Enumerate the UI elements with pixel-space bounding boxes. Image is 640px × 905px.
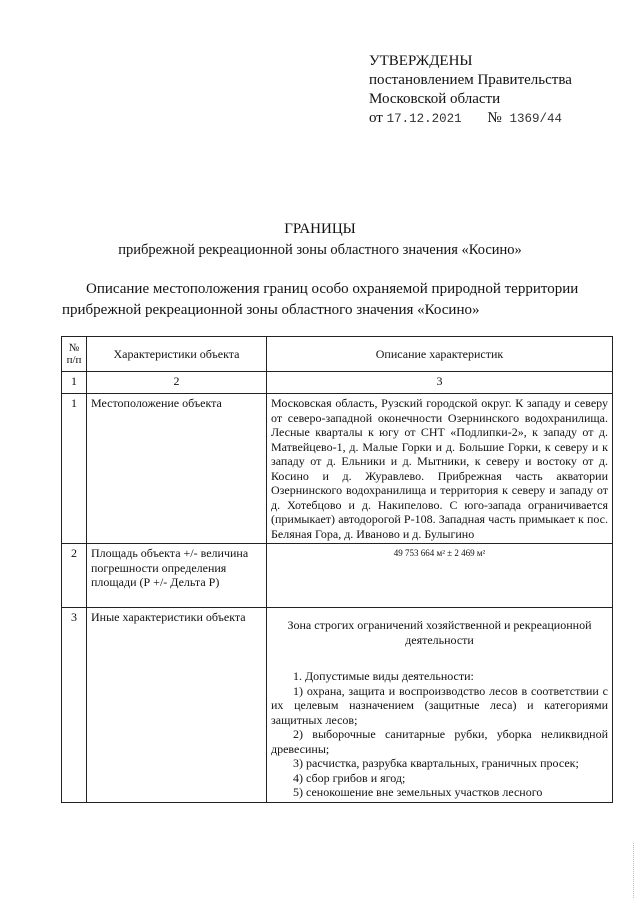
row-number: 1	[62, 394, 87, 544]
approval-date-line	[369, 109, 572, 129]
header-description: Описание характеристик	[267, 337, 613, 372]
list-item: 4) сбор грибов и ягод;	[293, 770, 406, 785]
approval-block	[369, 52, 572, 129]
document-subtitle: прибрежной рекреационной зоны областного значения «Косино»	[118, 242, 522, 258]
approval-line-decree: постановлением Правительства	[369, 72, 572, 88]
date-prefix: от	[369, 110, 383, 126]
scan-edge-marks	[633, 843, 637, 898]
list-item: 2) выборочные санитарные рубки, уборка неликвидной древесины;	[271, 727, 608, 756]
table-row	[62, 608, 613, 803]
zone-title: Зона строгих ограничений хозяйственной и рекреационной деятельности	[287, 618, 592, 647]
table-row	[62, 394, 613, 544]
decree-date: 17.12.2021	[386, 112, 462, 126]
column-number: 3	[267, 372, 613, 394]
list-item: 3) расчистка, разрубка квартальных, граничных просек;	[293, 756, 579, 770]
header-num: № п/п	[62, 337, 87, 372]
row-characteristic: Площадь объекта +/- величина погрешности определения площади (Р +/- Дельта Р)	[87, 544, 267, 608]
column-number: 1	[62, 372, 87, 394]
approval-title: УТВЕРЖДЕНЫ	[369, 53, 473, 69]
characteristics-table	[61, 336, 613, 803]
document-title: ГРАНИЦЫ	[284, 221, 356, 237]
row-value-area: 49 753 664 м² ± 2 469 м²	[267, 544, 613, 608]
row-value-other	[267, 608, 613, 803]
header-characteristic: Характеристики объекта	[87, 337, 267, 372]
number-label: №	[487, 110, 502, 126]
approval-line-region: Московской области	[369, 91, 501, 107]
row-characteristic: Иные характеристики объекта	[87, 608, 267, 803]
column-number: 2	[87, 372, 267, 394]
row-value-location: Московская область, Рузский городской округ. К западу и северу от северо-западной оконечности Озернинского водохранилища. Лесные кварталы к югу от СНТ «Подлипки-2», к западу от д. Матвейцево-1, д. Малые Горки и д. Большие Горки, к северу и к западу от д. Ельники и д. Мытники, к северу и востоку от д. Косино и д. Журавлево. Прибрежная часть акватории Озернинского водохранилища и территория к северу и западу от д. Хотебцово и д. Накипелово. С юго-запада ограничивается (примыкает) автодорогой Р-108. Западная часть примыкает к пос. Беляная Гора, д. Иваново и д. Булыгино	[267, 394, 613, 544]
row-characteristic: Местоположение объекта	[87, 394, 267, 544]
description-heading: Описание местоположения границ особо охраняемой природной территории прибрежной рекреационной зоны областного значения «Косино»	[62, 281, 579, 318]
column-numbers-row	[62, 372, 613, 394]
table-header-row	[62, 337, 613, 372]
decree-number: 1369/44	[509, 112, 562, 126]
table-row	[62, 544, 613, 608]
row-number: 3	[62, 608, 87, 803]
list-item: 1) охрана, защита и воспроизводство лесов в соответствии с их целевым назначением (защитные леса) и категориями защитных лесов;	[271, 683, 608, 727]
list-item: 5) сенокошение вне земельных участков лесного	[293, 785, 543, 799]
list-title: 1. Допустимые виды деятельности:	[293, 669, 474, 683]
row-number: 2	[62, 544, 87, 608]
